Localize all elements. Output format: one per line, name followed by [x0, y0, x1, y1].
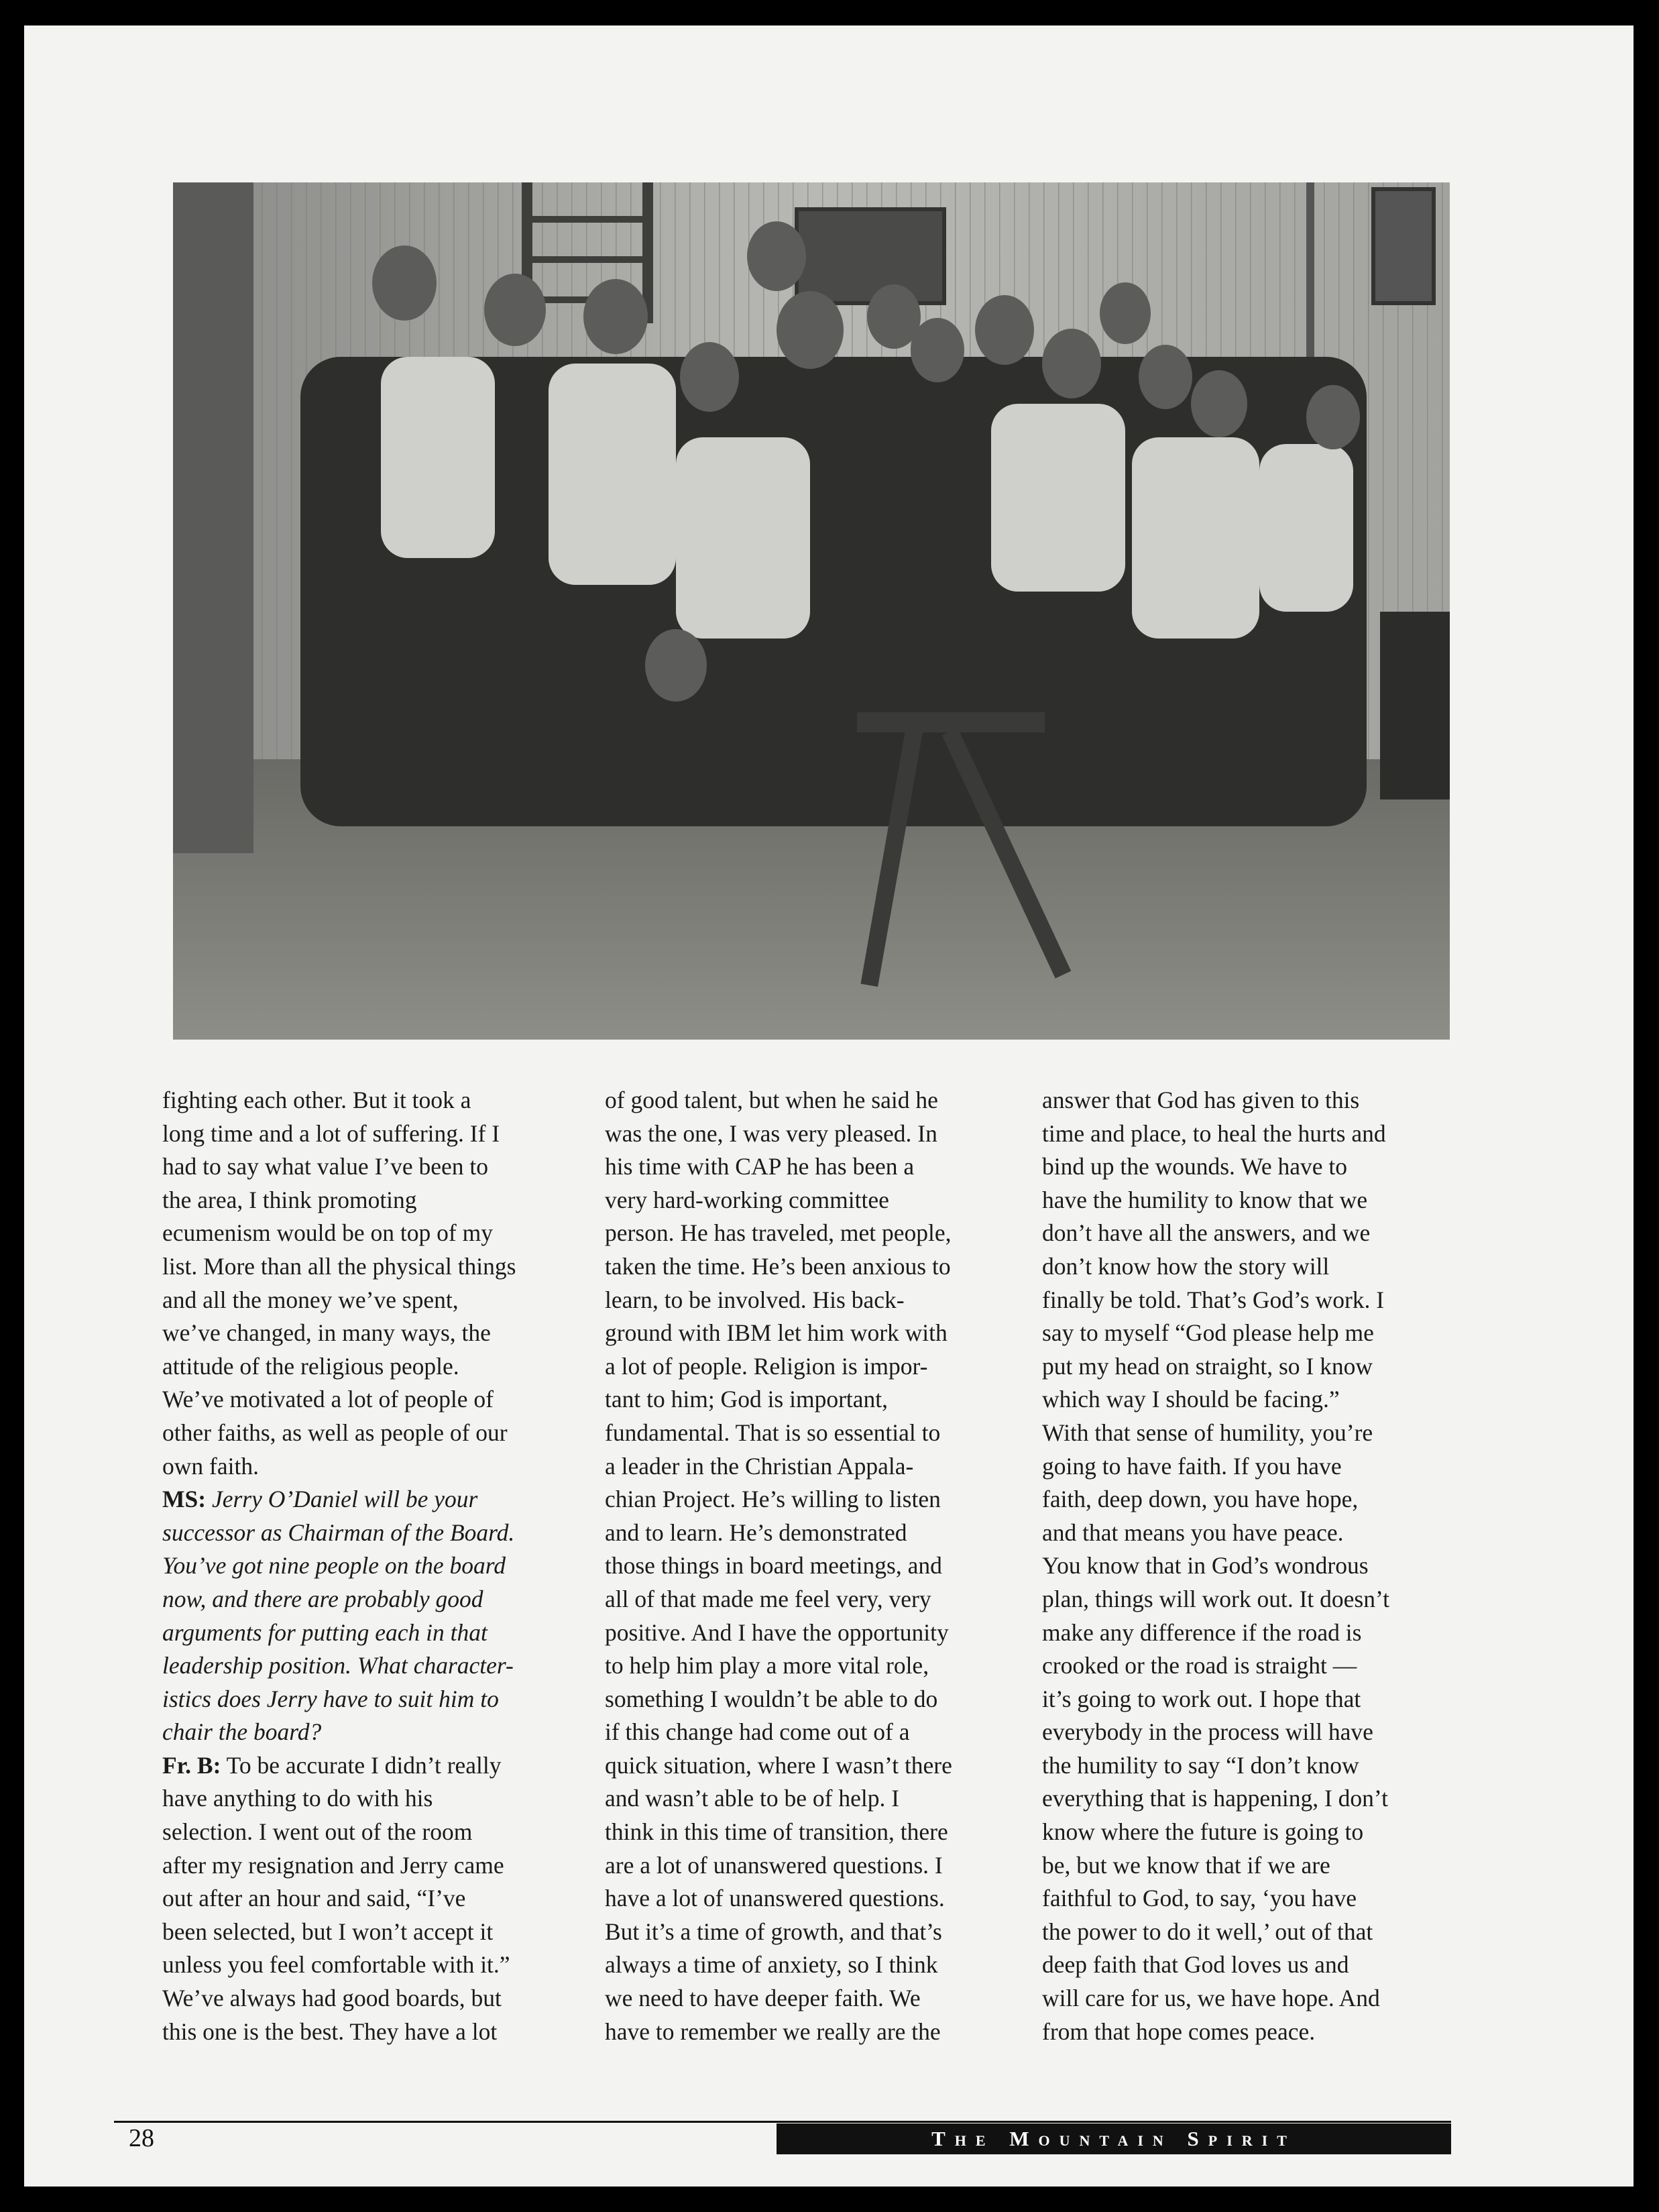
body-text: plan, things will work out. It doesn’t	[1042, 1585, 1390, 1612]
body-text: was the one, I was very pleased. In	[605, 1119, 937, 1147]
body-text: make any difference if the road is	[1042, 1618, 1362, 1646]
text-line	[162, 1450, 591, 1484]
body-text: long time and a lot of suffering. If I	[162, 1119, 500, 1147]
body-text: answer that God has given to this	[1042, 1087, 1360, 1113]
text-line	[162, 1782, 591, 1816]
text-line	[162, 1250, 591, 1284]
text-line	[605, 1317, 1034, 1350]
text-line	[162, 1948, 591, 1982]
body-text: and wasn’t able to be of help. I	[605, 1785, 900, 1812]
text-line	[605, 1683, 1034, 1716]
text-line	[1042, 1948, 1471, 1982]
text-column-2	[605, 1084, 1034, 2048]
group-photo-image	[173, 182, 1450, 1040]
body-text: out after an hour and said, “I’ve	[162, 1885, 466, 1912]
text-line	[605, 2015, 1034, 2049]
text-line	[162, 1084, 591, 1117]
body-text: time and place, to heal the hurts and	[1042, 1119, 1386, 1147]
body-text: the humility to say “I don’t know	[1042, 1751, 1359, 1779]
text-line	[1042, 1549, 1471, 1583]
text-line	[162, 1649, 591, 1683]
text-line	[162, 1616, 591, 1650]
body-text: be, but we know that if we are	[1042, 1851, 1330, 1879]
body-text: the power to do it well,’ out of that	[1042, 1918, 1373, 1945]
body-text: after my resignation and Jerry came	[162, 1851, 504, 1879]
text-line	[162, 1317, 591, 1350]
body-text: and that means you have peace.	[1042, 1518, 1344, 1546]
body-text: have anything to do with his	[162, 1785, 433, 1812]
text-line	[162, 1882, 591, 1916]
body-text: which way I should be facing.”	[1042, 1386, 1340, 1413]
question-text: chair the board?	[162, 1718, 322, 1746]
text-line	[1042, 1150, 1471, 1184]
text-line	[1042, 1649, 1471, 1683]
text-line	[1042, 1782, 1471, 1816]
text-line	[162, 1217, 591, 1250]
body-text: bind up the wounds. We have to	[1042, 1153, 1347, 1180]
text-line	[605, 1916, 1034, 1949]
text-line	[605, 1749, 1034, 1783]
body-text: fighting each other. But it took a	[162, 1087, 471, 1113]
text-line	[162, 1916, 591, 1949]
text-line	[605, 1150, 1034, 1184]
body-text: all of that made me feel very, very	[605, 1585, 931, 1612]
text-line	[605, 1184, 1034, 1217]
text-line	[605, 1450, 1034, 1484]
speaker-label: MS:	[162, 1486, 207, 1513]
text-line	[605, 1649, 1034, 1683]
text-line	[605, 1716, 1034, 1749]
body-text: put my head on straight, so I know	[1042, 1352, 1373, 1380]
text-line	[1042, 1350, 1471, 1384]
text-line	[1042, 1284, 1471, 1317]
text-line	[1042, 1383, 1471, 1417]
page-number: 28	[129, 2124, 154, 2152]
body-text: To be accurate I didn’t really	[221, 1751, 502, 1779]
footer-rule	[114, 2121, 1451, 2123]
text-line	[1042, 1716, 1471, 1749]
body-text: and all the money we’ve spent,	[162, 1286, 459, 1313]
body-text: ground with IBM let him work with	[605, 1319, 948, 1347]
body-text: say to myself “God please help me	[1042, 1319, 1374, 1347]
text-line	[605, 1084, 1034, 1117]
body-text: attitude of the religious people.	[162, 1352, 459, 1380]
text-line	[162, 1383, 591, 1417]
body-text: own faith.	[162, 1452, 259, 1480]
text-line	[1042, 1882, 1471, 1916]
body-text: from that hope comes peace.	[1042, 2017, 1316, 2045]
text-line	[1042, 2015, 1471, 2049]
text-line	[605, 1948, 1034, 1982]
text-line	[1042, 1250, 1471, 1284]
text-line	[605, 1284, 1034, 1317]
text-line	[605, 1616, 1034, 1650]
body-text: the area, I think promoting	[162, 1186, 417, 1213]
text-line	[605, 1816, 1034, 1849]
text-line	[605, 1583, 1034, 1616]
text-line	[1042, 1084, 1471, 1117]
text-line	[162, 1284, 591, 1317]
text-line	[1042, 1916, 1471, 1949]
body-text: we need to have deeper faith. We	[605, 1985, 921, 2012]
body-text: been selected, but I won’t accept it	[162, 1918, 494, 1945]
body-text: everybody in the process will have	[1042, 1718, 1373, 1746]
text-column-3	[1042, 1084, 1471, 2048]
body-text: know where the future is going to	[1042, 1818, 1364, 1846]
text-line	[162, 1150, 591, 1184]
text-line	[162, 1849, 591, 1883]
text-line	[605, 1350, 1034, 1384]
body-text: don’t have all the answers, and we	[1042, 1219, 1371, 1247]
body-text: finally be told. That’s God’s work. I	[1042, 1286, 1385, 1313]
text-line	[1042, 1417, 1471, 1450]
question-text: Jerry O’Daniel will be your	[206, 1486, 478, 1513]
body-text: learn, to be involved. His back-	[605, 1286, 905, 1313]
body-text: to help him play a more vital role,	[605, 1652, 929, 1679]
body-text: But it’s a time of growth, and that’s	[605, 1918, 942, 1945]
body-text: a lot of people. Religion is impor-	[605, 1352, 928, 1380]
text-line	[1042, 1516, 1471, 1550]
body-text: You know that in God’s wondrous	[1042, 1552, 1369, 1580]
question-text: now, and there are probably good	[162, 1585, 483, 1612]
text-line	[162, 1583, 591, 1616]
question-text: leadership position. What character-	[162, 1652, 514, 1679]
text-line	[1042, 1849, 1471, 1883]
text-line	[1042, 1217, 1471, 1250]
text-line	[605, 1417, 1034, 1450]
body-text: will care for us, we have hope. And	[1042, 1985, 1380, 2012]
text-line	[162, 1417, 591, 1450]
body-text: We’ve motivated a lot of people of	[162, 1386, 494, 1413]
body-text: of good talent, but when he said he	[605, 1087, 938, 1113]
body-text: faith, deep down, you have hope,	[1042, 1486, 1359, 1513]
body-text: very hard-working committee	[605, 1186, 889, 1213]
body-text: With that sense of humility, you’re	[1042, 1419, 1373, 1446]
text-line	[605, 1782, 1034, 1816]
text-line	[1042, 1683, 1471, 1716]
text-line	[605, 1882, 1034, 1916]
text-line	[162, 1716, 591, 1749]
text-line	[162, 1816, 591, 1849]
text-line	[162, 1516, 591, 1550]
text-line	[162, 1184, 591, 1217]
body-text: taken the time. He’s been anxious to	[605, 1252, 951, 1280]
body-text: other faiths, as well as people of our	[162, 1419, 508, 1446]
body-text: chian Project. He’s willing to listen	[605, 1486, 941, 1513]
body-text: selection. I went out of the room	[162, 1818, 473, 1846]
text-line	[162, 1549, 591, 1583]
body-text: had to say what value I’ve been to	[162, 1153, 488, 1180]
question-text: istics does Jerry have to suit him to	[162, 1685, 499, 1712]
body-text: going to have faith. If you have	[1042, 1452, 1342, 1480]
text-line	[1042, 1450, 1471, 1484]
body-text: person. He has traveled, met people,	[605, 1219, 952, 1247]
body-text: positive. And I have the opportunity	[605, 1618, 949, 1646]
body-text: a leader in the Christian Appala-	[605, 1452, 914, 1480]
body-text: it’s going to work out. I hope that	[1042, 1685, 1361, 1712]
body-text: unless you feel comfortable with it.”	[162, 1951, 510, 1979]
text-column-1	[162, 1084, 591, 2048]
text-line	[1042, 1117, 1471, 1151]
body-text: We’ve always had good boards, but	[162, 1985, 502, 2012]
text-line	[605, 1117, 1034, 1151]
body-text: if this change had come out of a	[605, 1718, 910, 1746]
group-photo	[173, 182, 1450, 1040]
body-text: crooked or the road is straight —	[1042, 1652, 1357, 1679]
text-line	[162, 1683, 591, 1716]
text-line	[605, 1982, 1034, 2015]
magazine-page	[24, 25, 1634, 2187]
question-text: successor as Chairman of the Board.	[162, 1518, 515, 1546]
body-text: fundamental. That is so essential to	[605, 1419, 941, 1446]
text-line	[1042, 1749, 1471, 1783]
body-text: list. More than all the physical things	[162, 1252, 516, 1280]
text-line	[162, 1749, 591, 1783]
text-line	[1042, 1583, 1471, 1616]
text-line	[1042, 1184, 1471, 1217]
text-line	[1042, 1317, 1471, 1350]
text-line	[1042, 1982, 1471, 2015]
text-line	[605, 1483, 1034, 1516]
body-text: this one is the best. They have a lot	[162, 2017, 498, 2045]
masthead: The Mountain Spirit	[777, 2123, 1451, 2154]
text-line	[605, 1849, 1034, 1883]
body-text: those things in board meetings, and	[605, 1552, 942, 1580]
text-line	[1042, 1816, 1471, 1849]
text-line	[162, 1350, 591, 1384]
body-text: always a time of anxiety, so I think	[605, 1951, 938, 1979]
text-line	[605, 1383, 1034, 1417]
body-text: and to learn. He’s demonstrated	[605, 1518, 907, 1546]
body-text: ecumenism would be on top of my	[162, 1219, 493, 1247]
question-text: arguments for putting each in that	[162, 1618, 488, 1646]
body-text: think in this time of transition, there	[605, 1818, 948, 1846]
text-line	[1042, 1616, 1471, 1650]
body-text: have the humility to know that we	[1042, 1186, 1368, 1213]
body-text: everything that is happening, I don’t	[1042, 1785, 1388, 1812]
text-line	[1042, 1483, 1471, 1516]
body-text: quick situation, where I wasn’t there	[605, 1751, 952, 1779]
text-line	[162, 2015, 591, 2049]
text-line	[162, 1982, 591, 2015]
body-text: have a lot of unanswered questions.	[605, 1885, 945, 1912]
text-line	[605, 1516, 1034, 1550]
body-text: tant to him; God is important,	[605, 1386, 889, 1413]
question-text: You’ve got nine people on the board	[162, 1552, 506, 1580]
body-text: deep faith that God loves us and	[1042, 1951, 1349, 1979]
speaker-label: Fr. B:	[162, 1751, 221, 1779]
text-line	[605, 1250, 1034, 1284]
body-text: have to remember we really are the	[605, 2017, 941, 2045]
text-line	[162, 1117, 591, 1151]
body-text: faithful to God, to say, ‘you have	[1042, 1885, 1357, 1912]
text-line	[162, 1483, 591, 1516]
text-line	[605, 1549, 1034, 1583]
body-text: don’t know how the story will	[1042, 1252, 1330, 1280]
body-text: we’ve changed, in many ways, the	[162, 1319, 491, 1347]
text-line	[605, 1217, 1034, 1250]
body-text: his time with CAP he has been a	[605, 1153, 915, 1180]
body-text: something I wouldn’t be able to do	[605, 1685, 938, 1712]
body-text: are a lot of unanswered questions. I	[605, 1851, 943, 1879]
